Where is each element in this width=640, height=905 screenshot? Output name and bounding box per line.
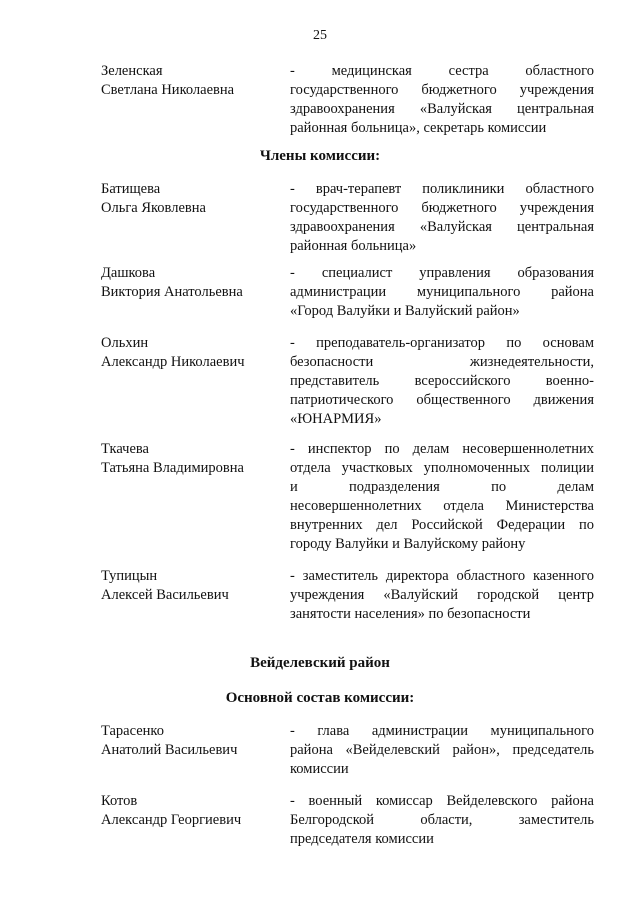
given-names: Светлана Николаевна — [101, 82, 235, 98]
desc-line: района «Вейделевский район», председатель — [290, 742, 594, 758]
position-description — [290, 334, 594, 429]
desc-line: здравоохранения «Валуйская центральная — [290, 101, 594, 117]
desc-line: здравоохранения «Валуйская центральная — [290, 219, 594, 235]
district-heading: Вейделевский район — [250, 655, 390, 671]
given-names: Ольга Яковлевна — [101, 200, 206, 216]
desc-line: отдела участковых уполномоченных полиции — [290, 460, 594, 476]
given-names: Татьяна Владимировна — [101, 460, 244, 476]
desc-line: председателя комиссии — [290, 831, 434, 847]
person-name — [101, 180, 279, 218]
desc-line: несовершеннолетних отдела Министерства — [290, 498, 594, 514]
position-description — [290, 264, 594, 321]
person-name — [101, 334, 279, 372]
desc-line: - инспектор по делам несовершеннолетних — [290, 441, 594, 457]
position-description — [290, 567, 594, 624]
desc-line: учреждения «Валуйский городской центр — [290, 587, 594, 603]
person-name — [101, 792, 279, 830]
surname: Дашкова — [101, 265, 156, 281]
surname: Ольхин — [101, 335, 149, 351]
desc-line: и подразделения по делам — [290, 479, 594, 495]
desc-line: «Город Валуйки и Валуйский район» — [290, 303, 520, 319]
desc-line: - заместитель директора областного казенного — [290, 568, 594, 584]
desc-line: администрации муниципального района — [290, 284, 594, 300]
given-names: Александр Николаевич — [101, 354, 245, 370]
main-composition-heading: Основной состав комиссии: — [225, 690, 415, 706]
desc-line: комиссии — [290, 761, 349, 777]
desc-line: районная больница» — [290, 238, 417, 254]
person-name — [101, 440, 279, 478]
desc-line: городу Валуйки и Валуйскому району — [290, 536, 526, 552]
surname: Ткачева — [101, 441, 149, 457]
given-names: Виктория Анатольевна — [101, 284, 243, 300]
person-name — [101, 722, 279, 760]
given-names: Александр Георгиевич — [101, 812, 242, 828]
desc-line: представитель всероссийского военно- — [290, 373, 594, 389]
desc-line: безопасности жизнедеятельности, — [290, 354, 594, 370]
surname: Зеленская — [101, 63, 163, 79]
desc-line: - военный комиссар Вейделевского района — [290, 793, 594, 809]
page-number: 25 — [313, 28, 327, 43]
desc-line: - врач-терапевт поликлиники областного — [290, 181, 594, 197]
surname: Тарасенко — [101, 723, 164, 739]
position-description — [290, 440, 594, 554]
desc-line: - специалист управления образования — [290, 265, 594, 281]
surname: Батищева — [101, 181, 161, 197]
desc-line: занятости населения» по безопасности — [290, 606, 531, 622]
desc-line: государственного бюджетного учреждения — [290, 200, 594, 216]
surname: Котов — [101, 793, 138, 809]
given-names: Алексей Васильевич — [101, 587, 229, 603]
desc-line: - медицинская сестра областного — [290, 63, 594, 79]
desc-line: государственного бюджетного учреждения — [290, 82, 594, 98]
position-description — [290, 722, 594, 779]
position-description — [290, 792, 594, 849]
members-heading: Члены комиссии: — [259, 148, 381, 164]
desc-line: «ЮНАРМИЯ» — [290, 411, 382, 427]
position-description — [290, 180, 594, 256]
desc-line: - преподаватель-организатор по основам — [290, 335, 594, 351]
given-names: Анатолий Васильевич — [101, 742, 238, 758]
desc-line: Белгородской области, заместитель — [290, 812, 594, 828]
desc-line: - глава администрации муниципального — [290, 723, 594, 739]
position-description — [290, 62, 594, 138]
person-name — [101, 567, 279, 605]
desc-line: внутренних дел Российской Федерации по — [290, 517, 594, 533]
person-name — [101, 62, 279, 100]
person-name — [101, 264, 279, 302]
desc-line: районная больница», секретарь комиссии — [290, 120, 547, 136]
surname: Тупицын — [101, 568, 158, 584]
desc-line: патриотического общественного движения — [290, 392, 594, 408]
